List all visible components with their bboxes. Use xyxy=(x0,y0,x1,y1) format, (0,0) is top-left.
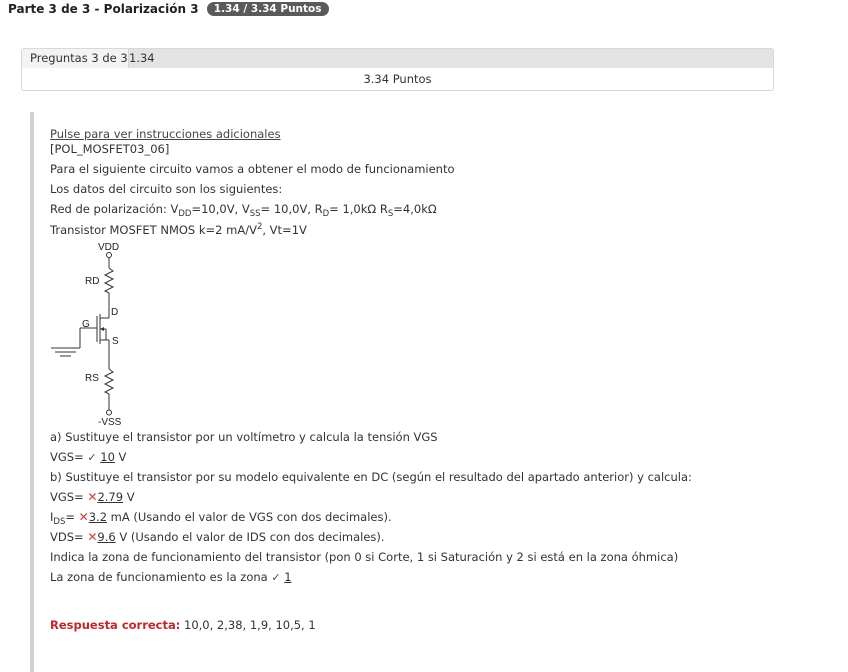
zone-label: La zona de funcionamiento es la zona xyxy=(50,570,268,584)
vgs-a-label: VGS= xyxy=(50,450,84,464)
cross-icon: ✕ xyxy=(78,510,89,524)
part-title-text: Parte 3 de 3 - Polarización 3 xyxy=(8,2,199,16)
ids-label: I xyxy=(50,510,54,524)
rd-sub: D xyxy=(322,209,330,219)
bias-label: Red de polarización: V xyxy=(50,202,179,216)
correct-answer-row xyxy=(50,618,316,632)
vds-label: VDS= xyxy=(50,530,84,544)
points-badge: 1.34 / 3.34 Puntos xyxy=(207,2,329,16)
transistor-sup: 2 xyxy=(256,222,263,232)
question-summary-box xyxy=(21,48,774,91)
part-title xyxy=(8,2,329,16)
question-total-points: 3.34 Puntos xyxy=(363,72,432,86)
zone-prompt: Indica la zona de funcionamiento del transistor (pon 0 si Corte, 1 si Saturación y 2 si está en la zona óhmica) xyxy=(50,550,679,564)
question-content xyxy=(30,112,824,672)
rs-value: =4,0kΩ xyxy=(393,202,437,216)
vgs-b-unit: V xyxy=(126,490,135,504)
instructions-link-row xyxy=(50,127,281,141)
gate-label: G xyxy=(82,319,90,330)
vdd-label: VDD xyxy=(98,242,120,253)
vss-label: -VSS xyxy=(98,417,122,426)
cross-icon: ✕ xyxy=(87,490,98,504)
correct-answer-value: 10,0, 2,38, 1,9, 10,5, 1 xyxy=(184,618,316,632)
vgs-b-row xyxy=(50,490,135,504)
zone-answer: 1 xyxy=(284,570,292,584)
vds-unit: V (Usando el valor de IDS con dos decimales). xyxy=(119,530,385,544)
cross-icon: ✕ xyxy=(87,530,98,544)
vdd-terminal xyxy=(107,253,112,258)
rs-label: RS xyxy=(85,373,99,384)
drain-label: D xyxy=(111,307,119,318)
question-intro: Para el siguiente circuito vamos a obtener el modo de funcionamiento xyxy=(50,162,455,176)
question-number-label: Preguntas 3 de 3 xyxy=(22,49,129,68)
vdd-value: =10,0V, V xyxy=(191,202,250,216)
source-label: S xyxy=(112,336,119,347)
bias-network xyxy=(50,202,437,219)
ids-answer: 3.2 xyxy=(88,510,108,524)
vss-terminal xyxy=(107,410,112,415)
check-icon: ✓ xyxy=(271,571,281,584)
part-b-text: b) Sustituye el transistor por su modelo equivalente en DC (según el resultado del apartado anterior) y calcula: xyxy=(50,470,692,484)
rs-sub: S xyxy=(387,209,394,219)
vdd-sub: DD xyxy=(178,209,192,219)
question-score: 1.34 xyxy=(129,51,155,65)
vgs-a-row xyxy=(50,450,126,464)
rd-label: RD xyxy=(85,276,100,287)
transistor-params xyxy=(50,222,307,237)
vds-answer: 9.6 xyxy=(97,530,116,544)
question-code: [POL_MOSFET03_06] xyxy=(50,142,170,156)
vds-row xyxy=(50,530,385,544)
zone-row xyxy=(50,570,292,584)
ids-sub: DS xyxy=(53,517,66,527)
transistor-text: Transistor MOSFET NMOS k=2 mA/V xyxy=(50,223,257,237)
data-intro: Los datos del circuito son los siguientes: xyxy=(50,182,283,196)
vgs-a-unit: V xyxy=(118,450,127,464)
ids-eq: = xyxy=(65,510,75,524)
circuit-diagram xyxy=(50,238,140,426)
ids-unit: mA (Usando el valor de VGS con dos decimales). xyxy=(110,510,392,524)
rd-resistor xyxy=(105,268,113,293)
question-summary-bar xyxy=(22,49,773,68)
ids-row xyxy=(50,510,392,527)
correct-answer-label: Respuesta correcta: xyxy=(50,618,181,632)
vss-value: = 10,0V, R xyxy=(260,202,323,216)
vgs-b-answer: 2.79 xyxy=(97,490,124,504)
vss-sub: SS xyxy=(249,209,261,219)
rs-resistor xyxy=(105,369,113,394)
part-a-text: a) Sustituye el transistor por un voltímetro y calcula la tensión VGS xyxy=(50,430,438,444)
rd-value: = 1,0kΩ R xyxy=(329,202,388,216)
vgs-b-label: VGS= xyxy=(50,490,84,504)
mosfet-arrow xyxy=(100,327,104,331)
check-icon: ✓ xyxy=(87,451,97,464)
instructions-link[interactable]: Pulse para ver instrucciones adicionales xyxy=(50,127,281,141)
vgs-a-answer: 10 xyxy=(100,450,115,464)
transistor-tail: , Vt=1V xyxy=(262,223,307,237)
